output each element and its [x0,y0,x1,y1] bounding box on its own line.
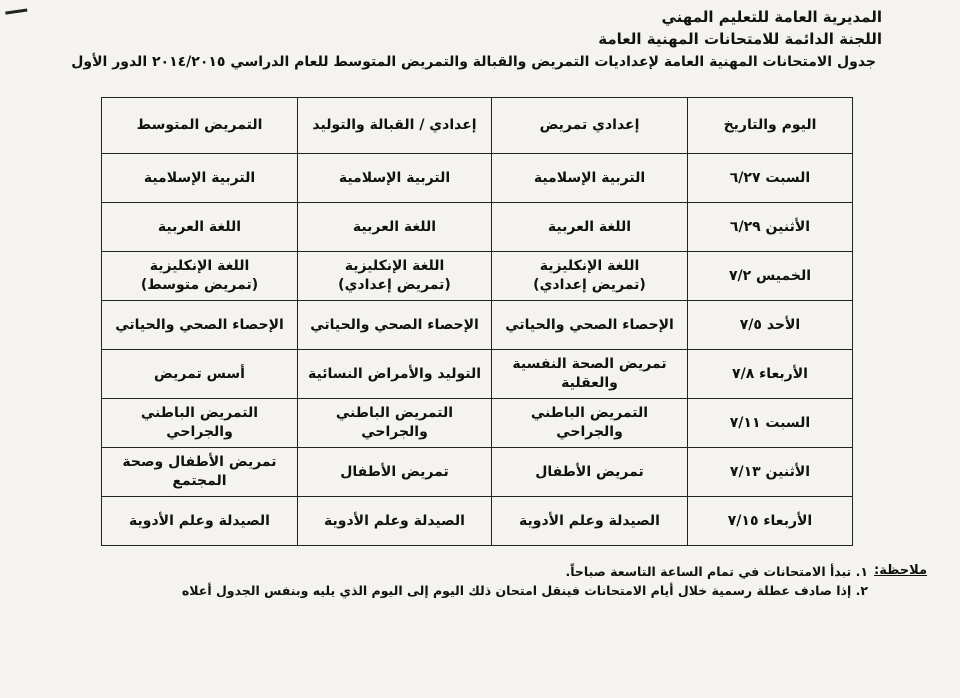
subject-cell: تمريض الأطفال وصحة المجتمع [102,448,298,497]
table-row [102,448,853,497]
day-date-cell: الأثنين ٧/١٣ [688,448,853,497]
subject-cell: تمريض الصحة النفسية والعقلية [492,350,688,399]
table-row [102,497,853,546]
day-date-cell: الأربعاء ٧/١٥ [688,497,853,546]
subject-cell: الصيدلة وعلم الأدوية [102,497,298,546]
day-date-cell: السبت ٦/٢٧ [688,154,853,203]
subject-cell: التربية الإسلامية [102,154,298,203]
subject-cell: اللغة الإنكليزية (تمريض إعدادي) [298,252,492,301]
subject-cell: اللغة الإنكليزية (تمريض إعدادي) [492,252,688,301]
committee-title: اللجنة الدائمة للامتحانات المهنية العامة [598,30,882,48]
day-date-cell: الخميس ٧/٢ [688,252,853,301]
day-date-cell: السبت ٧/١١ [688,399,853,448]
day-date-cell: الأثنين ٦/٢٩ [688,203,853,252]
day-date-cell: الأربعاء ٧/٨ [688,350,853,399]
header-intermediate-nursing: التمريض المتوسط [102,98,298,154]
table-row [102,399,853,448]
subject-cell: اللغة العربية [102,203,298,252]
subject-cell: الصيدلة وعلم الأدوية [492,497,688,546]
subject-cell: تمريض الأطفال [492,448,688,497]
table-row [102,203,853,252]
subject-cell: الصيدلة وعلم الأدوية [298,497,492,546]
schedule-title: جدول الامتحانات المهنية العامة لإعداديات التمريض والقبالة والتمريض المتوسط للعام الدراسي ٢٠١٤/٢٠١٥ الدور الأول [71,54,876,70]
subject-cell: التمريض الباطني والجراحي [102,399,298,448]
subject-cell: التربية الإسلامية [298,154,492,203]
subject-cell: التمريض الباطني والجراحي [492,399,688,448]
subject-cell: الإحصاء الصحي والحياتي [492,301,688,350]
note-item-2: ٢. إذا صادف عطلة رسمية خلال أيام الامتحانات فينقل امتحان ذلك اليوم إلى اليوم الذي يليه وبنفس الجدول أعلاه [181,583,868,598]
subject-cell: اللغة العربية [492,203,688,252]
note-item-1: ١. تبدأ الامتحانات في تمام الساعة التاسعة صباحاً. [565,564,868,579]
exam-schedule-table [101,97,853,546]
subject-cell: اللغة الإنكليزية (تمريض متوسط) [102,252,298,301]
table-row [102,350,853,399]
subject-cell: أسس تمريض [102,350,298,399]
note-label: ملاحظة: [874,563,928,578]
header-day-date: اليوم والتاريخ [688,98,853,154]
table-row [102,301,853,350]
header-prep-nursing: إعدادي تمريض [492,98,688,154]
scan-mark [5,9,29,25]
table-row [102,252,853,301]
table-row [102,154,853,203]
subject-cell: التمريض الباطني والجراحي [298,399,492,448]
subject-cell: التربية الإسلامية [492,154,688,203]
header-prep-midwifery: إعدادي / القبالة والتوليد [298,98,492,154]
subject-cell: الإحصاء الصحي والحياتي [102,301,298,350]
subject-cell: التوليد والأمراض النسائية [298,350,492,399]
day-date-cell: الأحد ٧/٥ [688,301,853,350]
table-header-row [102,98,853,154]
subject-cell: اللغة العربية [298,203,492,252]
subject-cell: الإحصاء الصحي والحياتي [298,301,492,350]
directorate-title: المديرية العامة للتعليم المهني [661,8,882,26]
subject-cell: تمريض الأطفال [298,448,492,497]
